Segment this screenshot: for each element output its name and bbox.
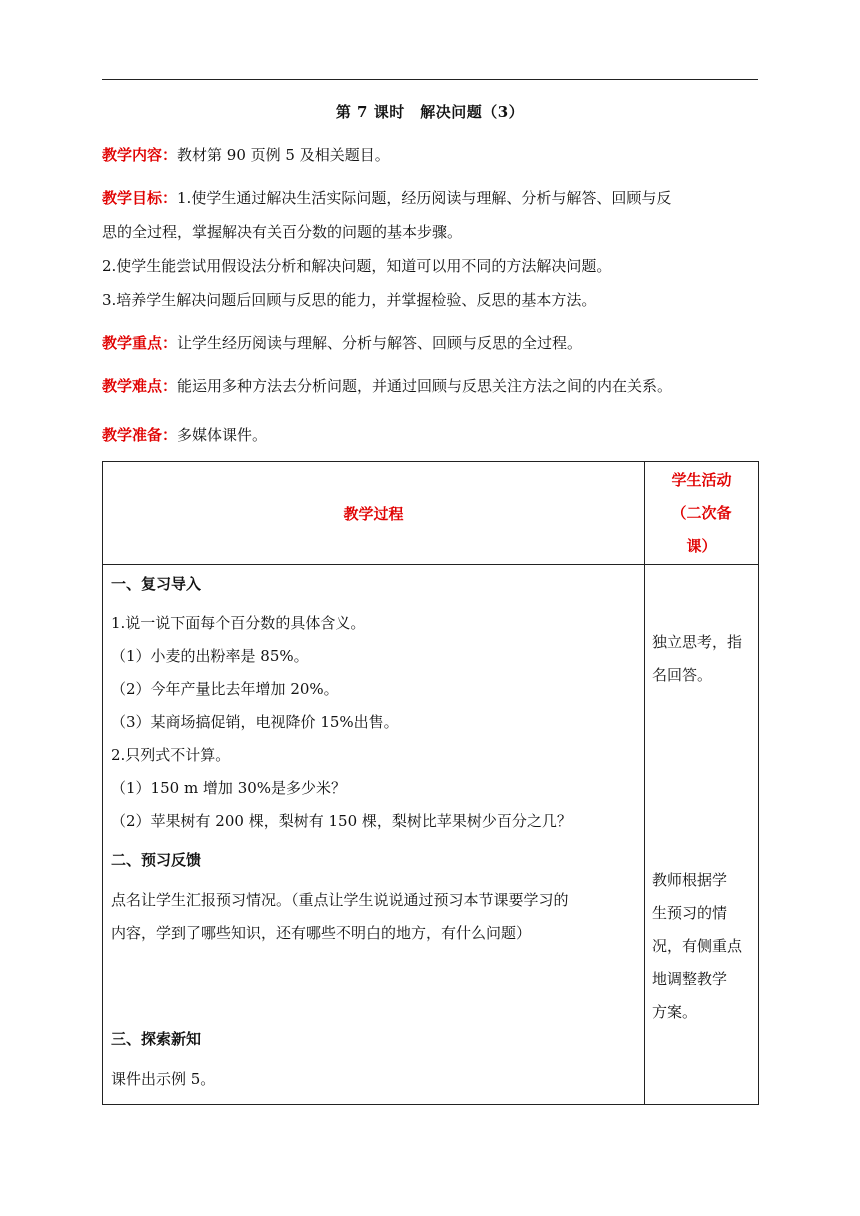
process-line: （3）某商场搞促销，电视降价 15%出售。 xyxy=(111,713,399,731)
header-student-activity xyxy=(645,462,759,565)
teaching-goals xyxy=(102,181,762,317)
goals-line-2: 思的全过程，掌握解决有关百分数的问题的基本步骤。 xyxy=(102,223,463,241)
section-review: 一、复习导入 xyxy=(111,575,202,593)
activity-line: 方案。 xyxy=(652,1003,698,1021)
process-line: 点名让学生汇报预习情况。（重点让学生说说通过预习本节课要学习的 xyxy=(111,891,569,909)
process-line: 课件出示例 5。 xyxy=(111,1070,216,1088)
teaching-content xyxy=(102,138,762,172)
content-label: 教学内容： xyxy=(102,146,178,164)
prep-text: 多媒体课件。 xyxy=(177,426,268,444)
process-line: 内容，学到了哪些知识，还有哪些不明白的地方，有什么问题） xyxy=(111,924,532,942)
keypoint-label: 教学重点： xyxy=(102,334,178,352)
process-line: 2.只列式不计算。 xyxy=(111,746,231,764)
activity-line: 生预习的情 xyxy=(652,904,728,922)
header-right-line-3: 课） xyxy=(686,536,717,555)
prep-label: 教学准备： xyxy=(102,426,178,444)
goals-line-4: 3.培养学生解决问题后回顾与反思的能力，并掌握检验、反思的基本方法。 xyxy=(102,291,597,309)
activity-line: 名回答。 xyxy=(652,666,713,684)
teaching-prep xyxy=(102,418,762,452)
activity-line: 教师根据学 xyxy=(652,871,728,889)
process-cell xyxy=(103,565,645,1105)
teaching-difficulty xyxy=(102,369,762,403)
keypoint-text: 让学生经历阅读与理解、分析与解答、回顾与反思的全过程。 xyxy=(177,334,583,352)
header-rule xyxy=(102,79,758,80)
activity-line: 况，有侧重点 xyxy=(652,937,743,955)
header-right-line-1: 学生活动 xyxy=(671,470,732,489)
difficulty-label: 教学难点： xyxy=(102,377,178,395)
process-line: （2）今年产量比去年增加 20%。 xyxy=(111,680,339,698)
teaching-keypoint xyxy=(102,326,762,360)
header-right-line-2: （二次备 xyxy=(671,503,732,522)
goals-line-3: 2.使学生能尝试用假设法分析和解决问题，知道可以用不同的方法解决问题。 xyxy=(102,257,612,275)
section-explore: 三、探索新知 xyxy=(111,1030,202,1048)
process-line: 1.说一说下面每个百分数的具体含义。 xyxy=(111,614,366,632)
process-line: （2）苹果树有 200 棵，梨树有 150 棵，梨树比苹果树少百分之几？ xyxy=(111,812,572,830)
goals-label: 教学目标： xyxy=(102,189,178,207)
goals-line-1: 1.使学生通过解决生活实际问题，经历阅读与理解、分析与解答、回顾与反 xyxy=(177,189,672,207)
section-preview-feedback: 二、预习反馈 xyxy=(111,851,202,869)
activity-line: 独立思考，指 xyxy=(652,633,743,651)
activity-cell xyxy=(645,565,759,1105)
activity-line: 地调整教学 xyxy=(652,970,728,988)
content-text: 教材第 90 页例 5 及相关题目。 xyxy=(177,146,390,164)
process-line: （1）小麦的出粉率是 85%。 xyxy=(111,647,309,665)
process-line: （1）150 m 增加 30%是多少米？ xyxy=(111,779,347,797)
header-teaching-process: 教学过程 xyxy=(103,462,645,565)
difficulty-text: 能运用多种方法去分析问题，并通过回顾与反思关注方法之间的内在关系。 xyxy=(177,377,673,395)
page-title: 第 7 课时 解决问题（3） xyxy=(335,103,525,121)
lesson-table xyxy=(102,461,759,1105)
